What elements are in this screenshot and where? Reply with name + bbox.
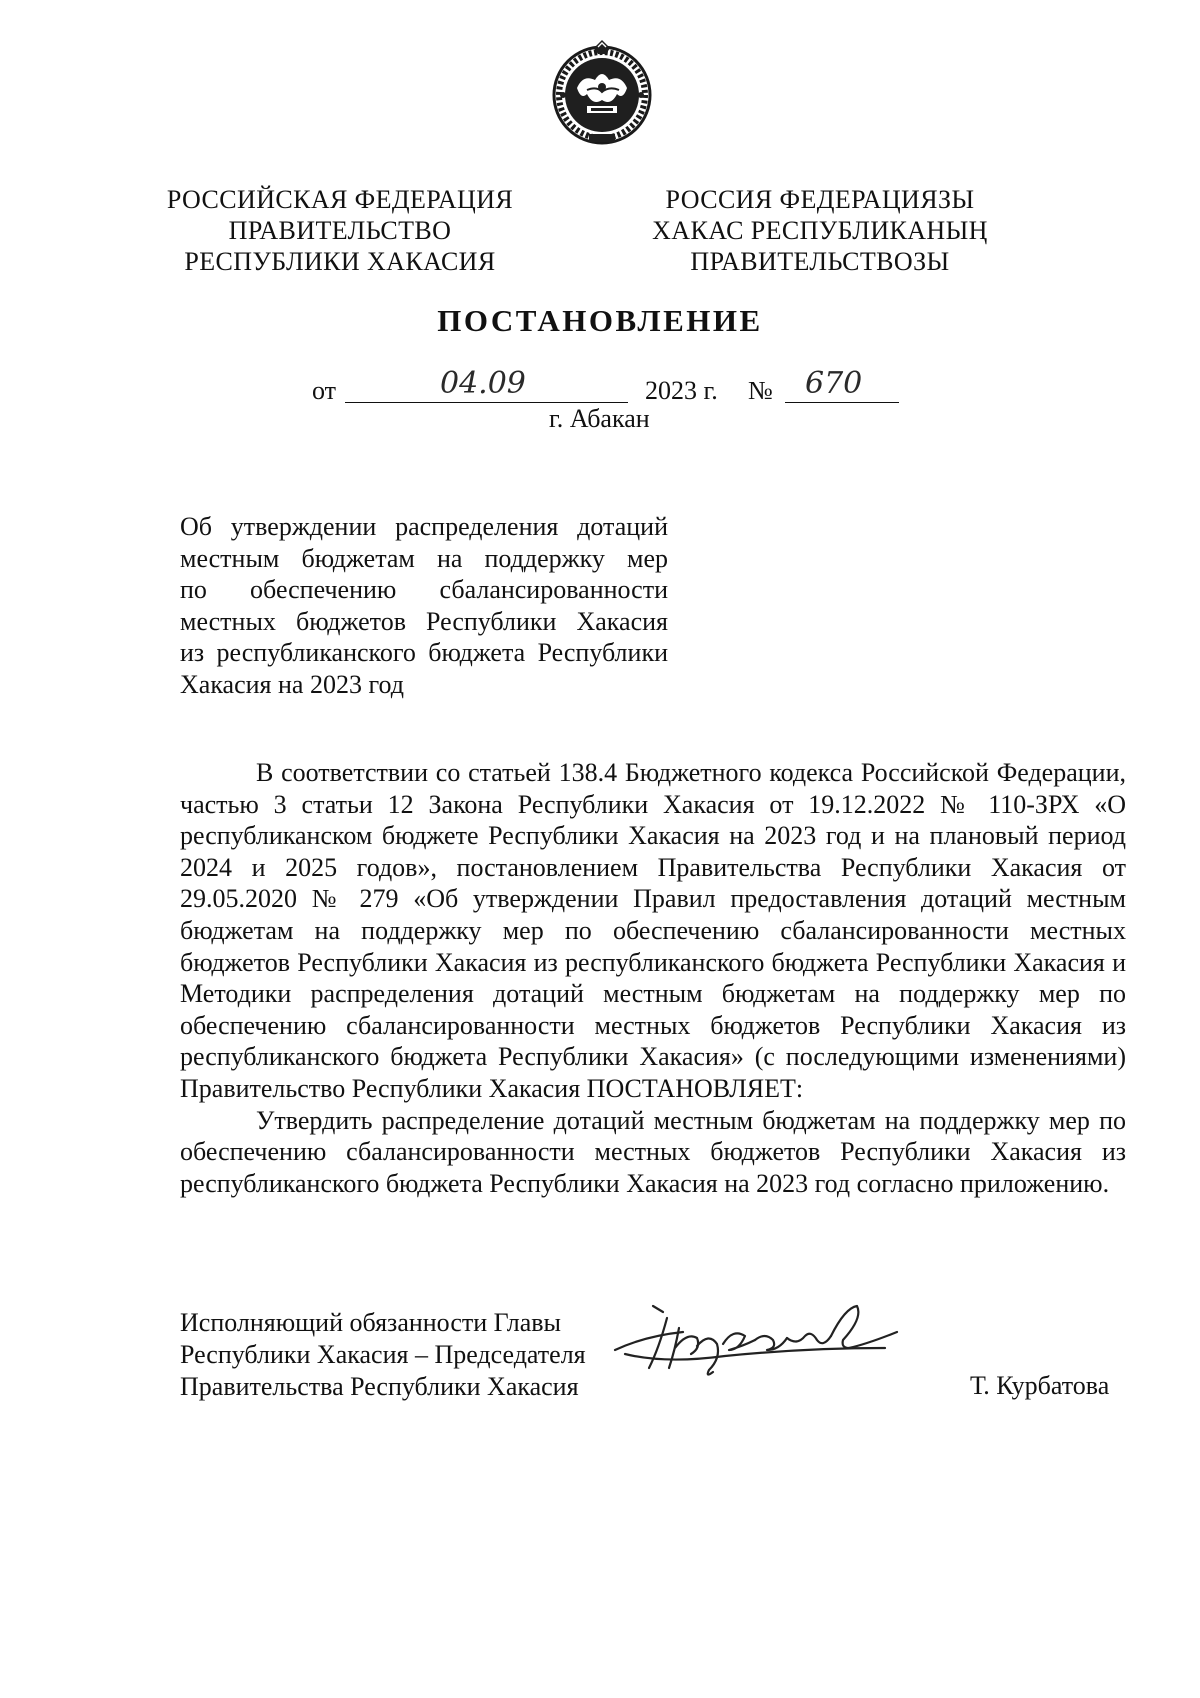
year-label: 2023 г. bbox=[645, 376, 718, 405]
handwritten-signature bbox=[605, 1288, 905, 1388]
signatory-position-line: Республики Хакасия – Председателя bbox=[180, 1340, 586, 1369]
header-left-line-1: РОССИЙСКАЯ ФЕДЕРАЦИЯ bbox=[166, 185, 514, 214]
header-right-block bbox=[640, 184, 1000, 277]
header-left-line-2: ПРАВИТЕЛЬСТВО bbox=[228, 216, 452, 245]
date-handwritten: 04.09 bbox=[440, 366, 526, 401]
document-body bbox=[180, 757, 1126, 1199]
header-left-block bbox=[160, 184, 520, 277]
signatory-position-line: Исполняющий обязанности Главы bbox=[180, 1308, 561, 1337]
title-line: Об утверждении распределения дотаций bbox=[180, 512, 668, 541]
city-label: г. Абакан bbox=[549, 404, 650, 433]
header-left-line-3: РЕСПУБЛИКИ ХАКАСИЯ bbox=[184, 247, 496, 276]
number-sign: № bbox=[748, 376, 773, 405]
title-line: по обеспечению сбалансированности bbox=[180, 575, 668, 604]
header-right-line-3: ПРАВИТЕЛЬСТВОЗЫ bbox=[690, 247, 950, 276]
body-paragraph-2: Утвердить распределение дотаций местным бюджетам на поддержку мер по обеспечению сбалансированности местных бюджетов Республики Хакасия из республиканского бюджета Республики Хакасия на 2023 год согласно приложению. bbox=[180, 1105, 1126, 1198]
title-line: Хакасия на 2023 год bbox=[180, 669, 404, 699]
title-line: местных бюджетов Республики Хакасия bbox=[180, 606, 668, 636]
header-right-line-2: ХАКАС РЕСПУБЛИКАНЫҢ bbox=[652, 216, 988, 245]
body-paragraph-1: В соответствии со статьей 138.4 Бюджетного кодекса Российской Федерации, частью 3 статьи 12 Закона Республики Хакасия от 19.12.2022 № 110-ЗРХ «О республиканском бюджете Республики Хакасия на 2023 год и на плановый период 2024 и 2025 годов», постановлением Правительства Республики Хакасия от 29.05.2020 № 279 «Об утверждении Правил предоставления дотаций местным бюджетам на поддержку мер по обеспечению сбалансированности местных бюджетов Республики Хакасия из республиканского бюджета Республики Хакасия и Методики распределения дотаций местным бюджетам на поддержку мер по обеспечению сбалансированности местных бюджетов Республики Хакасия из республиканского бюджета Республики Хакасия» (с последующими изменениями) Правительство Республики Хакасия ПОСТАНОВЛЯЕТ: bbox=[180, 758, 1126, 1103]
number-underline bbox=[785, 402, 899, 403]
document-type-title: ПОСТАНОВЛЕНИЕ bbox=[437, 303, 763, 338]
date-prefix: от bbox=[312, 376, 337, 405]
date-underline bbox=[345, 402, 628, 403]
title-line: из республиканского бюджета Республики bbox=[180, 638, 668, 667]
coat-of-arms-emblem bbox=[551, 38, 653, 148]
signatory-position-line: Правительства Республики Хакасия bbox=[180, 1372, 579, 1401]
signatory-name: Т. Курбатова bbox=[970, 1371, 1110, 1400]
number-handwritten: 670 bbox=[805, 366, 863, 401]
title-line: местным бюджетам на поддержку мер bbox=[180, 543, 668, 573]
document-subject-title bbox=[180, 511, 668, 700]
signatory-position bbox=[180, 1307, 586, 1403]
header-right-line-1: РОССИЯ ФЕДЕРАЦИЯЗЫ bbox=[665, 185, 975, 214]
